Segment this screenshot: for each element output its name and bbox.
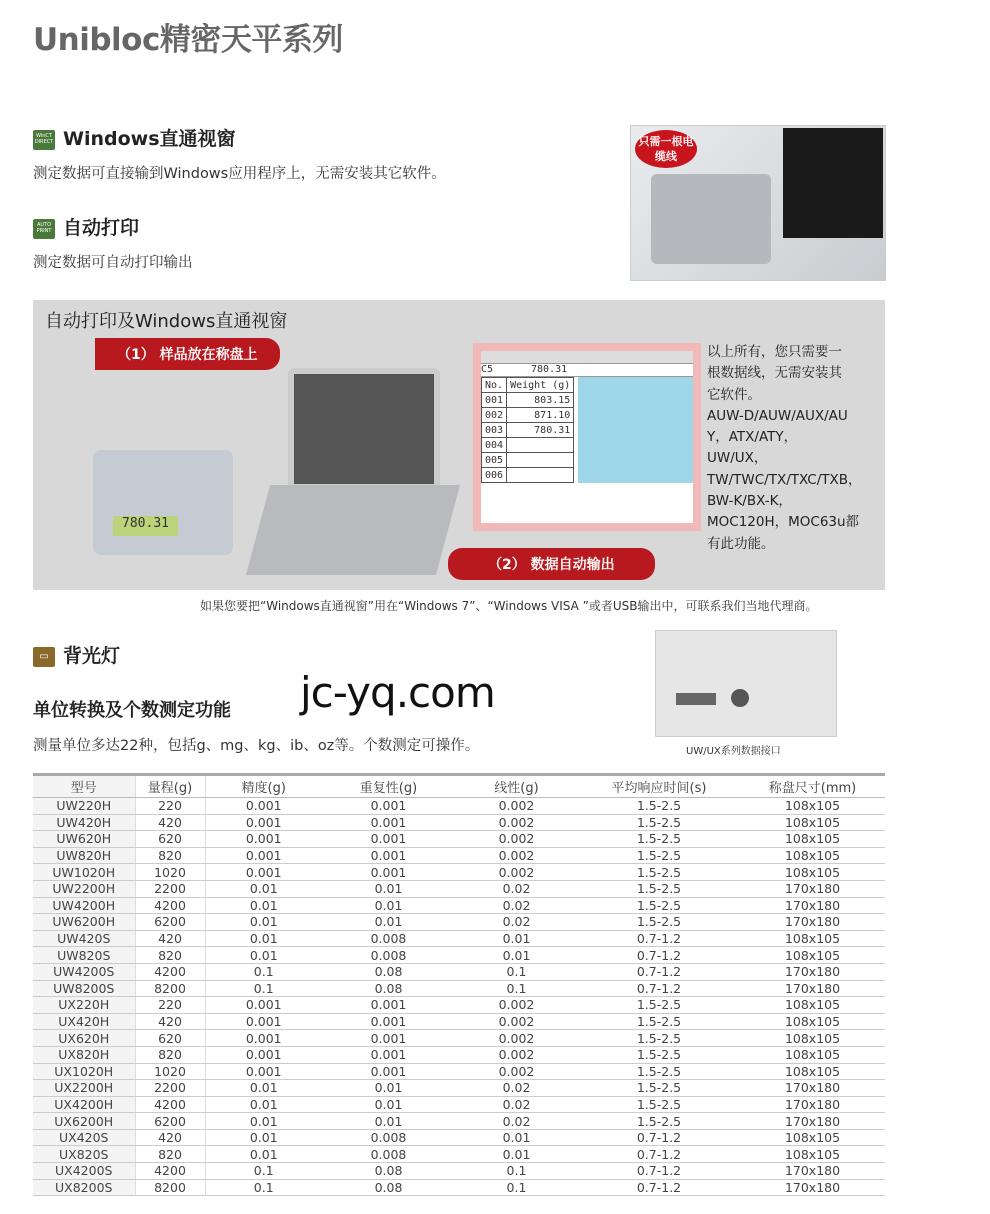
column-header: 线性(g) [455,775,578,798]
table-row [33,1013,885,1030]
table-cell: 0.7-1.2 [578,1179,740,1196]
step1-tag: （1） 样品放在称盘上 [95,338,280,370]
table-cell: 108x105 [740,1146,885,1163]
table-cell: 0.01 [455,1146,578,1163]
sheet-cell: 004 [482,438,507,453]
table-cell: 108x105 [740,864,885,881]
table-cell: 0.01 [205,1129,322,1146]
table-row [33,1063,885,1080]
table-cell: 420 [135,814,205,831]
table-cell: 0.002 [455,1046,578,1063]
table-cell: 0.002 [455,1013,578,1030]
table-cell: 108x105 [740,814,885,831]
backlight-heading [33,641,120,668]
table-cell: 0.01 [322,897,455,914]
table-cell: 820 [135,847,205,864]
balance-display: 780.31 [113,516,178,536]
table-cell: UW6200H [33,914,135,931]
page-title: Unibloc精密天平系列 [33,22,343,58]
wct-direct-icon: WinCT DIRECT [33,130,55,150]
unit-heading: 单位转换及个数测定功能 [33,700,231,721]
table-cell: UX620H [33,1030,135,1047]
table-cell: 0.001 [205,1046,322,1063]
windows-heading [33,124,236,151]
table-cell: 0.7-1.2 [578,980,740,997]
table-row [33,1179,885,1196]
table-cell: 0.001 [205,814,322,831]
auto-print-panel [33,300,885,590]
table-cell: 1.5-2.5 [578,1013,740,1030]
table-cell: 420 [135,1013,205,1030]
table-cell: 170x180 [740,1163,885,1180]
table-row [33,864,885,881]
laptop-illustration [288,368,440,490]
table-cell: 1.5-2.5 [578,1030,740,1047]
watermark: jc-yq.com [300,668,495,717]
table-cell: 0.01 [455,1129,578,1146]
table-cell: 0.001 [205,997,322,1014]
table-cell: 1.5-2.5 [578,1046,740,1063]
sheet-cell: 871.10 [507,408,574,423]
balance-illustration [93,450,233,555]
table-cell: 0.001 [205,1063,322,1080]
table-cell: 170x180 [740,914,885,931]
windows-heading-text: Windows直通视窗 [63,128,236,150]
table-row [33,831,885,848]
table-cell: 0.002 [455,864,578,881]
table-row [33,914,885,931]
table-cell: 0.7-1.2 [578,947,740,964]
table-cell: 0.08 [322,1179,455,1196]
table-cell: UW220H [33,798,135,815]
side-text-line: 它软件。 [707,386,761,403]
table-cell: 0.7-1.2 [578,1146,740,1163]
photo-tag: 只需一根电缆线 [635,130,697,168]
table-row [33,980,885,997]
table-cell: 0.02 [455,897,578,914]
table-cell: 0.01 [205,1113,322,1130]
formula-bar: 780.31 [531,364,568,375]
table-cell: 0.001 [322,1046,455,1063]
table-cell: UX820H [33,1046,135,1063]
table-cell: 108x105 [740,1030,885,1047]
table-cell: 0.1 [205,1179,322,1196]
table-cell: 0.001 [322,997,455,1014]
table-cell: 620 [135,1030,205,1047]
table-row [33,997,885,1014]
table-row [33,1046,885,1063]
table-cell: 0.008 [322,1129,455,1146]
table-cell: 0.01 [322,880,455,897]
table-cell: 1.5-2.5 [578,1080,740,1097]
laptop-keyboard [246,485,460,575]
table-cell: UX420H [33,1013,135,1030]
table-cell: 820 [135,1046,205,1063]
table-row [33,963,885,980]
table-cell: 0.001 [205,864,322,881]
windows-text: 测定数据可直接输到Windows应用程序上，无需安装其它软件。 [33,166,446,182]
panel-side-text [707,342,862,555]
table-row [33,1030,885,1047]
table-row [33,880,885,897]
table-cell: 0.001 [322,864,455,881]
table-cell: 0.1 [205,963,322,980]
sheet-row [482,393,574,408]
table-cell: 0.002 [455,831,578,848]
rs232-port [676,693,716,705]
side-text-line: MOC120H，MOC63u都 [707,514,860,531]
side-text-line: Y，ATX/ATY， [707,429,798,446]
sheet-row [482,453,574,468]
table-row [33,798,885,815]
table-cell: 1.5-2.5 [578,1063,740,1080]
column-header: 型号 [33,775,135,798]
table-cell: 1.5-2.5 [578,1113,740,1130]
autoprint-heading-text: 自动打印 [63,217,140,239]
table-cell: 0.01 [455,930,578,947]
table-cell: 1020 [135,1063,205,1080]
side-text-line: 以上所有，您只需要一 [707,344,842,360]
table-cell: 0.001 [322,798,455,815]
table-cell: 0.001 [322,831,455,848]
table-cell: UX2200H [33,1080,135,1097]
table-cell: UX220H [33,997,135,1014]
backlight-icon: ▭ [33,647,55,667]
table-cell: 0.01 [322,1096,455,1113]
auto-print-icon: AUTO PRINT [33,219,55,239]
table-row [33,1129,885,1146]
table-cell: 108x105 [740,1013,885,1030]
table-cell: 420 [135,930,205,947]
table-cell: 108x105 [740,1129,885,1146]
table-row [33,1163,885,1180]
table-cell: 1.5-2.5 [578,897,740,914]
table-cell: 170x180 [740,1080,885,1097]
table-cell: 0.001 [205,847,322,864]
column-header: 称盘尺寸(mm) [740,775,885,798]
table-row [33,814,885,831]
table-cell: 0.7-1.2 [578,930,740,947]
sheet-row [482,423,574,438]
unit-text: 测量单位多达22种，包括g、mg、kg、ib、oz等。个数测定可操作。 [33,738,480,754]
table-cell: 0.01 [322,1080,455,1097]
side-text-line: BW-K/BX-K， [707,493,792,510]
autoprint-text: 测定数据可自动打印输出 [33,255,193,271]
table-row [33,1096,885,1113]
sheet-cell [507,468,574,483]
table-cell: 0.001 [322,847,455,864]
table-cell: UX820S [33,1146,135,1163]
table-cell: 0.001 [205,798,322,815]
table-cell: 108x105 [740,1046,885,1063]
sheet-row [482,438,574,453]
sheet-cell [507,438,574,453]
table-cell: 420 [135,1129,205,1146]
side-text-line: UW/UX， [707,450,768,467]
table-cell: 170x180 [740,880,885,897]
sheet-cell: 803.15 [507,393,574,408]
table-cell: 0.1 [205,1163,322,1180]
table-cell: 0.001 [205,831,322,848]
sheet-cell: 001 [482,393,507,408]
sheet-cell: 003 [482,423,507,438]
table-cell: 0.002 [455,1063,578,1080]
table-cell: 0.002 [455,798,578,815]
sheet-row [482,468,574,483]
table-cell: 1.5-2.5 [578,798,740,815]
table-cell: 220 [135,997,205,1014]
table-cell: 4200 [135,963,205,980]
table-row [33,847,885,864]
table-cell: 0.001 [322,1030,455,1047]
table-cell: UX4200S [33,1163,135,1180]
table-cell: 620 [135,831,205,848]
photo-caption: UW/UX系列数据接口 [686,746,781,757]
sheet-cell: 780.31 [507,423,574,438]
table-cell: 0.1 [455,980,578,997]
laptop-image [783,128,883,238]
table-cell: 170x180 [740,1179,885,1196]
table-cell: 0.01 [205,1096,322,1113]
table-cell: UW4200H [33,897,135,914]
table-cell: 0.1 [205,980,322,997]
table-cell: 820 [135,1146,205,1163]
balance-laptop-photo [630,125,886,281]
table-cell: UX420S [33,1129,135,1146]
table-cell: 1.5-2.5 [578,914,740,931]
table-cell: 820 [135,947,205,964]
table-cell: 1.5-2.5 [578,880,740,897]
table-cell: 0.7-1.2 [578,1163,740,1180]
port-round [731,689,749,707]
sheet-cell [507,453,574,468]
table-cell: 0.08 [322,1163,455,1180]
table-cell: 0.1 [455,1179,578,1196]
table-cell: 0.008 [322,1146,455,1163]
table-cell: 4200 [135,897,205,914]
table-cell: 0.02 [455,1080,578,1097]
column-header: 精度(g) [205,775,322,798]
table-cell: 8200 [135,1179,205,1196]
table-cell: 0.08 [322,963,455,980]
table-cell: UX8200S [33,1179,135,1196]
table-cell: 0.01 [205,947,322,964]
table-cell: 0.001 [205,1030,322,1047]
table-cell: 0.7-1.2 [578,1129,740,1146]
table-cell: 6200 [135,1113,205,1130]
table-cell: UW820H [33,847,135,864]
sheet-cell: 002 [482,408,507,423]
footnote: 如果您要把“Windows直通视窗”用在“Windows 7”、“Windows VISA ”或者USB输出中，可联系我们当地代理商。 [200,599,818,613]
table-cell: 0.001 [322,1063,455,1080]
table-cell: 0.008 [322,930,455,947]
table-cell: 0.01 [205,880,322,897]
table-cell: 0.002 [455,847,578,864]
table-cell: 0.01 [205,1080,322,1097]
table-cell: UW1020H [33,864,135,881]
spec-table [33,773,885,1196]
table-row [33,1080,885,1097]
table-cell: 0.02 [455,880,578,897]
table-row [33,930,885,947]
table-cell: 0.008 [322,947,455,964]
weight-chart [578,377,693,483]
table-cell: 170x180 [740,897,885,914]
table-cell: 0.02 [455,1096,578,1113]
step2-tag: （2） 数据自动输出 [448,548,655,580]
sheet-cell: 006 [482,468,507,483]
column-header: 平均响应时间(s) [578,775,740,798]
table-cell: UX6200H [33,1113,135,1130]
table-cell: UX1020H [33,1063,135,1080]
table-cell: 0.01 [455,947,578,964]
table-cell: 1.5-2.5 [578,831,740,848]
table-cell: 0.08 [322,980,455,997]
table-cell: 170x180 [740,1096,885,1113]
table-cell: 6200 [135,914,205,931]
weight-table [481,377,574,483]
autoprint-heading [33,213,139,240]
panel-title: 自动打印及Windows直通视窗 [45,311,288,332]
table-cell: 4200 [135,1163,205,1180]
table-cell: UW820S [33,947,135,964]
table-cell: 108x105 [740,947,885,964]
table-cell: 0.001 [205,1013,322,1030]
table-cell: 170x180 [740,963,885,980]
table-cell: 108x105 [740,831,885,848]
table-cell: 0.01 [205,930,322,947]
table-cell: 8200 [135,980,205,997]
table-cell: 108x105 [740,1063,885,1080]
table-cell: 2200 [135,880,205,897]
backlight-heading-text: 背光灯 [63,645,121,667]
table-cell: 0.02 [455,1113,578,1130]
table-row [33,1113,885,1130]
table-cell: UW2200H [33,880,135,897]
table-cell: 1.5-2.5 [578,997,740,1014]
table-cell: 0.002 [455,1030,578,1047]
column-header: 重复性(g) [322,775,455,798]
table-cell: 1.5-2.5 [578,864,740,881]
table-cell: 0.01 [322,1113,455,1130]
header-weight: Weight (g) [507,378,574,393]
table-cell: 0.01 [205,914,322,931]
table-cell: 108x105 [740,930,885,947]
table-cell: 1.5-2.5 [578,847,740,864]
side-text-line: 有此功能。 [707,535,775,552]
table-cell: UW420S [33,930,135,947]
spreadsheet-window [473,343,701,531]
table-row [33,897,885,914]
table-cell: 0.1 [455,1163,578,1180]
side-text-line: AUW-D/AUW/AUX/AU [707,407,848,424]
data-interface-photo [655,630,837,737]
sheet-row [482,408,574,423]
balance-image [651,174,771,264]
table-cell: 108x105 [740,798,885,815]
table-cell: 4200 [135,1096,205,1113]
table-cell: 1.5-2.5 [578,814,740,831]
table-cell: 2200 [135,1080,205,1097]
table-cell: 170x180 [740,1113,885,1130]
spreadsheet-toolbar [481,351,693,364]
table-cell: 0.001 [322,1013,455,1030]
side-text-line: 根数据线，无需安装其 [707,365,842,382]
table-row [33,1146,885,1163]
side-text-line: TW/TWC/TX/TXC/TXB， [707,471,862,488]
table-cell: 1020 [135,864,205,881]
table-cell: 0.01 [322,914,455,931]
table-cell: 0.001 [322,814,455,831]
table-cell: UW620H [33,831,135,848]
table-cell: 220 [135,798,205,815]
table-cell: UW4200S [33,963,135,980]
table-cell: 108x105 [740,997,885,1014]
header-no: No. [482,378,507,393]
sheet-cell: 005 [482,453,507,468]
table-cell: 0.01 [205,897,322,914]
table-cell: 0.7-1.2 [578,963,740,980]
table-cell: 0.1 [455,963,578,980]
table-cell: 0.002 [455,997,578,1014]
table-row [33,947,885,964]
table-cell: UX4200H [33,1096,135,1113]
table-cell: 0.002 [455,814,578,831]
table-cell: 170x180 [740,980,885,997]
table-cell: 0.01 [205,1146,322,1163]
table-cell: 108x105 [740,847,885,864]
table-cell: 0.02 [455,914,578,931]
column-header: 量程(g) [135,775,205,798]
cell-ref: C5 [481,364,494,375]
table-cell: UW8200S [33,980,135,997]
table-cell: UW420H [33,814,135,831]
table-cell: 1.5-2.5 [578,1096,740,1113]
